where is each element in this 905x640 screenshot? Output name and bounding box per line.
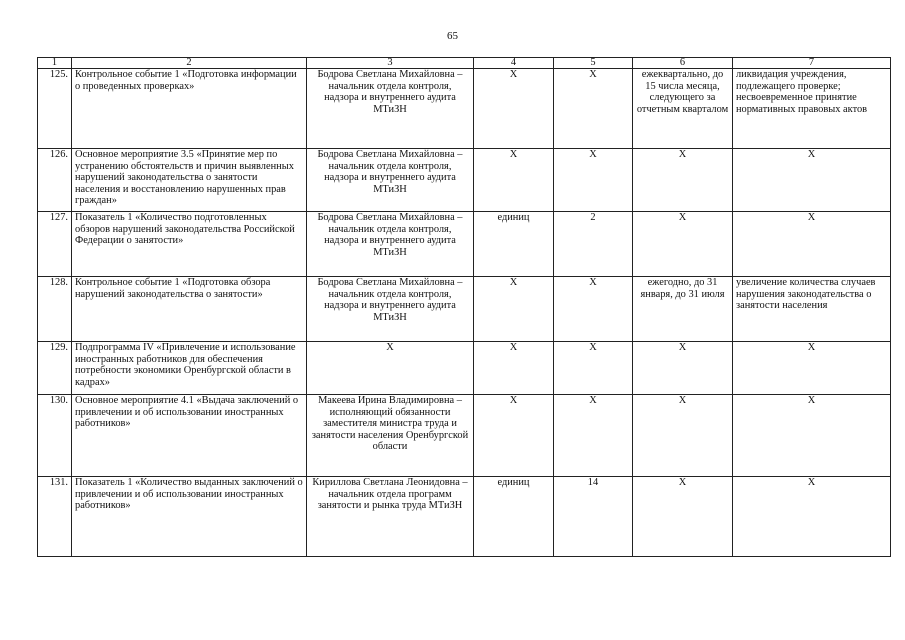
- result-cell: Х: [733, 212, 891, 277]
- value-cell: Х: [554, 277, 633, 342]
- result-cell: Х: [733, 477, 891, 557]
- row-number: 129.: [38, 342, 72, 395]
- result-cell: Х: [733, 342, 891, 395]
- row-number: 131.: [38, 477, 72, 557]
- responsible-person: Бодрова Светлана Михайловна – начальник отдела контроля, надзора и внутреннего аудита МТиЗН: [307, 149, 474, 212]
- value-cell: 2: [554, 212, 633, 277]
- event-name: Контрольное событие 1 «Подготовка информации о проведенных проверках»: [72, 69, 307, 149]
- period-cell: Х: [633, 149, 733, 212]
- responsible-person: Кириллова Светлана Леонидовна – начальник отдела программ занятости и рынка труда МТиЗН: [307, 477, 474, 557]
- responsible-person: Бодрова Светлана Михайловна – начальник отдела контроля, надзора и внутреннего аудита МТиЗН: [307, 212, 474, 277]
- table-row: [38, 69, 891, 149]
- page-number: 65: [447, 30, 458, 42]
- column-header: 6: [633, 58, 733, 69]
- responsible-person: Бодрова Светлана Михайловна – начальник отдела контроля, надзора и внутреннего аудита МТиЗН: [307, 277, 474, 342]
- event-name: Контрольное событие 1 «Подготовка обзора нарушений законодательства о занятости»: [72, 277, 307, 342]
- event-name: Подпрограмма IV «Привлечение и использование иностранных работников для обеспечения потребности экономики Оренбургской области в кадрах»: [72, 342, 307, 395]
- unit-cell: Х: [474, 69, 554, 149]
- period-cell: Х: [633, 395, 733, 477]
- row-number: 127.: [38, 212, 72, 277]
- column-header: 3: [307, 58, 474, 69]
- table-row: [38, 342, 891, 395]
- unit-cell: единиц: [474, 477, 554, 557]
- value-cell: Х: [554, 342, 633, 395]
- row-number: 128.: [38, 277, 72, 342]
- result-cell: увеличение количества случаев нарушения законодательства о занятости населения: [733, 277, 891, 342]
- result-cell: ликвидация учреждения, подлежащего проверке; несвоевременное принятие нормативных правовых актов: [733, 69, 891, 149]
- table-row: [38, 212, 891, 277]
- row-number: 126.: [38, 149, 72, 212]
- unit-cell: Х: [474, 149, 554, 212]
- period-cell: Х: [633, 212, 733, 277]
- column-header: 1: [38, 58, 72, 69]
- responsible-person: Макеева Ирина Владимировна – исполняющий обязанности заместителя министра труда и занятости населения Оренбургской области: [307, 395, 474, 477]
- period-cell: ежеквартально, до 15 числа месяца, следующего за отчетным кварталом: [633, 69, 733, 149]
- column-number-header-row: [38, 58, 891, 69]
- column-header: 2: [72, 58, 307, 69]
- unit-cell: единиц: [474, 212, 554, 277]
- column-header: 5: [554, 58, 633, 69]
- value-cell: Х: [554, 149, 633, 212]
- row-number: 130.: [38, 395, 72, 477]
- event-name: Основное мероприятие 4.1 «Выдача заключений о привлечении и об использовании иностранных работников»: [72, 395, 307, 477]
- value-cell: Х: [554, 395, 633, 477]
- period-cell: Х: [633, 342, 733, 395]
- table-row: [38, 149, 891, 212]
- table-row: [38, 395, 891, 477]
- table-row: [38, 477, 891, 557]
- column-header: 4: [474, 58, 554, 69]
- event-name: Основное мероприятие 3.5 «Принятие мер по устранению обстоятельств и причин выявленных нарушений законодательства о занятости населения и восстановлению нарушенных прав граждан»: [72, 149, 307, 212]
- event-name: Показатель 1 «Количество подготовленных обзоров нарушений законодательства Российской Федерации о занятости»: [72, 212, 307, 277]
- responsible-person: Бодрова Светлана Михайловна – начальник отдела контроля, надзора и внутреннего аудита МТиЗН: [307, 69, 474, 149]
- unit-cell: Х: [474, 395, 554, 477]
- unit-cell: Х: [474, 277, 554, 342]
- result-cell: Х: [733, 395, 891, 477]
- event-name: Показатель 1 «Количество выданных заключений о привлечении и об использовании иностранных работников»: [72, 477, 307, 557]
- value-cell: 14: [554, 477, 633, 557]
- plan-table: [37, 57, 891, 557]
- row-number: 125.: [38, 69, 72, 149]
- period-cell: ежегодно, до 31 января, до 31 июля: [633, 277, 733, 342]
- column-header: 7: [733, 58, 891, 69]
- period-cell: Х: [633, 477, 733, 557]
- result-cell: Х: [733, 149, 891, 212]
- table-row: [38, 277, 891, 342]
- responsible-person: Х: [307, 342, 474, 395]
- value-cell: Х: [554, 69, 633, 149]
- unit-cell: Х: [474, 342, 554, 395]
